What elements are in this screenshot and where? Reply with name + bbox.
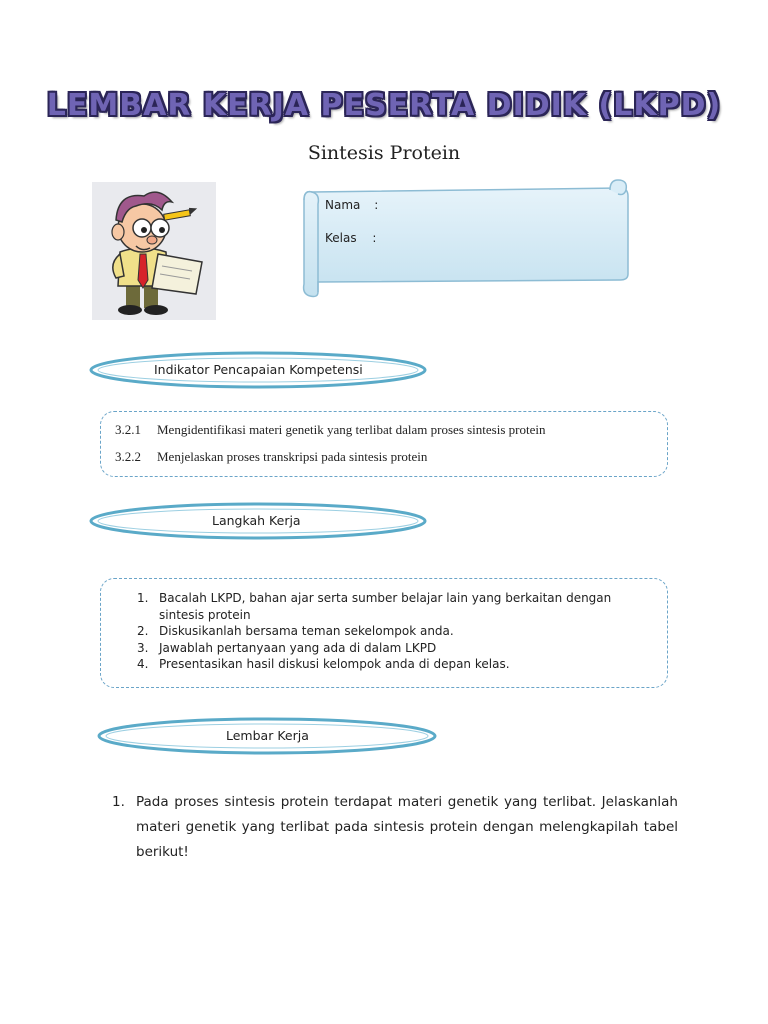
indicator-item: 3.2.1 Mengidentifikasi materi genetik yang terlibat dalam proses sintesis protein (115, 422, 546, 437)
indicator-section-header (88, 350, 428, 390)
steps-section-header (88, 501, 428, 541)
indicator-item: 3.2.2 Menjelaskan proses transkripsi pada sintesis protein (115, 449, 428, 464)
indicator-section-title: Indikator Pencapaian Kompetensi (154, 362, 363, 377)
student-reading-illustration (92, 182, 216, 320)
page-subtitle: Sintesis Protein (307, 142, 461, 164)
step-item: 1. Bacalah LKPD, bahan ajar serta sumber belajar lain yang berkaitan dengan sintesis protein (137, 591, 612, 622)
question-number: 1. (112, 794, 125, 810)
step-item: 2. Diskusikanlah bersama teman sekelompok anda. (137, 624, 454, 638)
worksheet-section-header (96, 716, 438, 756)
step-item: 3. Jawablah pertanyaan yang ada di dalam LKPD (137, 640, 437, 655)
worksheet-section-title: Lembar Kerja (226, 728, 309, 743)
name-label: Nama (325, 198, 361, 212)
steps-section-title: Langkah Kerja (212, 513, 301, 528)
page-title: LEMBAR KERJA PESERTA DIDIK (LKPD) (46, 88, 722, 123)
class-separator: : (372, 231, 377, 245)
question-item (112, 790, 678, 865)
identity-scroll-banner (298, 176, 632, 300)
step-item: 4. Presentasikan hasil diskusi kelompok anda di depan kelas. (137, 657, 510, 671)
steps-box (100, 578, 668, 688)
class-label: Kelas (325, 231, 357, 245)
indicator-box (100, 411, 668, 477)
question-text: Pada proses sintesis protein terdapat materi genetik yang terlibat. Jelaskanlah materi genetik yang terlibat pada sintesis protein dengan melengkapilah tabel berikut! (136, 794, 678, 860)
name-separator: : (374, 198, 379, 212)
